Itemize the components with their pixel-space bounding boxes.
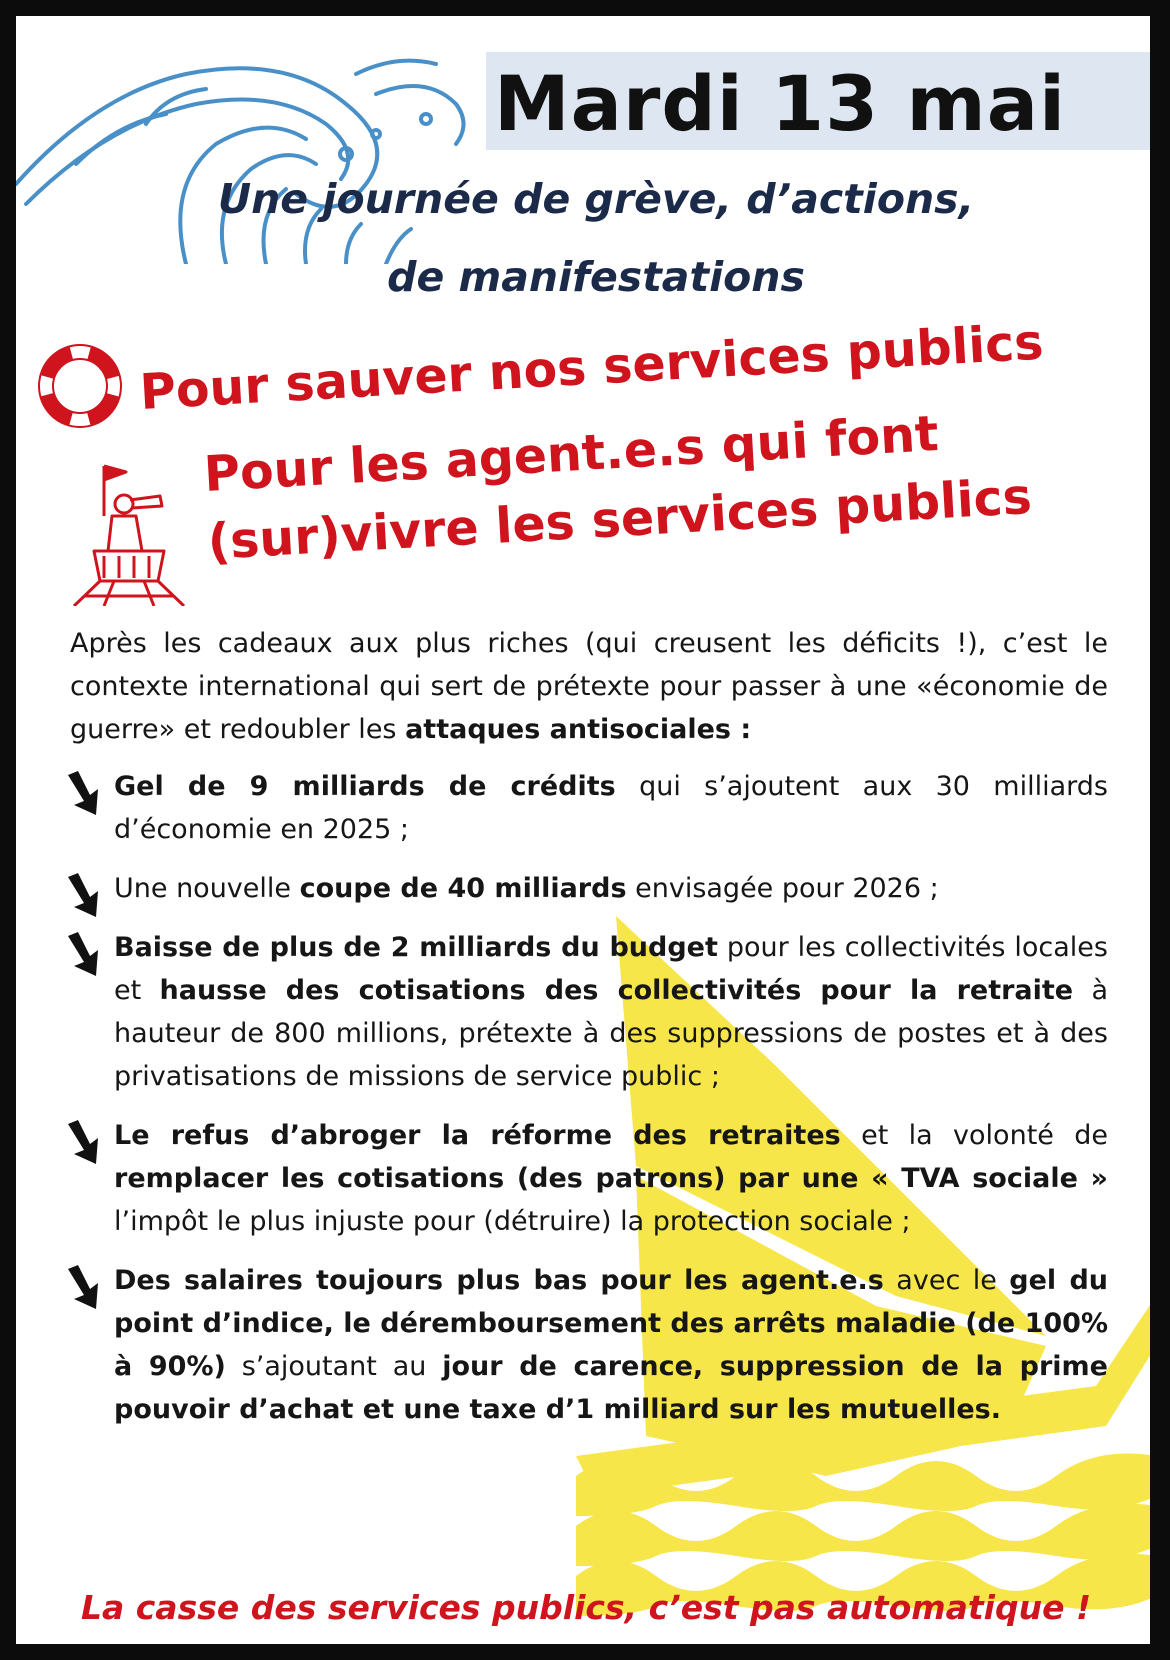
arrow-down-right-icon — [64, 769, 104, 817]
event-subtitle — [166, 160, 1026, 316]
intro-text: Après les cadeaux aux plus riches (qui creusent les déficits !), c’est le contexte international qui sert de prétexte pour passer à une «économie de guerre» et redoubler les — [70, 628, 1108, 745]
list-item — [70, 1259, 1108, 1431]
subtitle-line-2: de manifestations — [387, 253, 805, 301]
list-item — [70, 765, 1108, 851]
arrow-down-right-icon — [64, 1263, 104, 1311]
lookout-sailor-icon — [64, 456, 194, 606]
lifebuoy-icon — [36, 342, 124, 430]
bullet-text: à hauteur de 800 millions, prétexte à des suppressions de postes et à des privatisations de missions de service public ; — [114, 975, 1108, 1092]
subtitle-line-1: Une journée de grève, d’actions, — [217, 175, 975, 223]
slogan-save-public-services: Pour sauver nos services publics — [138, 313, 1045, 421]
body-text — [70, 622, 1108, 1447]
bullet-emphasis: coupe de 40 milliards — [299, 873, 627, 904]
bullet-text: et la volonté de — [840, 1120, 1109, 1151]
bullet-emphasis: Des salaires toujours plus bas pour les agent.e.s — [114, 1265, 884, 1296]
bullet-text: pour les collectivités locales et — [114, 932, 1108, 1006]
bullet-text: envisagée pour 2026 ; — [626, 873, 939, 904]
list-item — [70, 1114, 1108, 1243]
bullet-emphasis: jour de carence, suppression de la prime pouvoir d’achat et une taxe d’1 milliard sur les mutuelles. — [114, 1351, 1108, 1425]
bullet-emphasis: Gel de 9 milliards de crédits — [114, 771, 616, 802]
intro-paragraph — [70, 622, 1108, 751]
bullet-text: s’ajoutant au — [225, 1351, 443, 1382]
arrow-down-right-icon — [64, 1118, 104, 1166]
bullet-text: l’impôt le plus injuste pour (détruire) la protection sociale ; — [114, 1206, 911, 1237]
closing-slogan: La casse des services publics, c’est pas automatique ! — [80, 1588, 1092, 1627]
bullet-emphasis: Le refus d’abroger la réforme des retraites — [114, 1120, 841, 1151]
bullet-text: Une nouvelle — [114, 873, 300, 904]
list-item — [70, 926, 1108, 1098]
bullet-emphasis: hausse des cotisations des collectivités pour la retraite — [159, 975, 1074, 1006]
bullet-emphasis: remplacer les cotisations (des patrons) par une « TVA sociale » — [114, 1163, 1108, 1194]
arrow-down-right-icon — [64, 871, 104, 919]
arrow-down-right-icon — [64, 930, 104, 978]
list-item — [70, 867, 1108, 910]
intro-emphasis: attaques antisociales : — [405, 714, 752, 745]
event-date: Mardi 13 mai — [494, 59, 1067, 148]
bullet-emphasis: Baisse de plus de 2 milliards du budget — [114, 932, 718, 963]
bullet-emphasis: gel du point d’indice, le déremboursement des arrêts maladie (de 100% à 90%) — [114, 1265, 1109, 1382]
bullet-text: avec le — [883, 1265, 1010, 1296]
bullet-text: qui s’ajoutent aux 30 milliards d’économie en 2025 ; — [114, 771, 1108, 845]
flyer-page — [16, 16, 1150, 1644]
slogan-agents: Pour les agent.e.s qui font (sur)vivre les services publics — [202, 405, 1034, 571]
